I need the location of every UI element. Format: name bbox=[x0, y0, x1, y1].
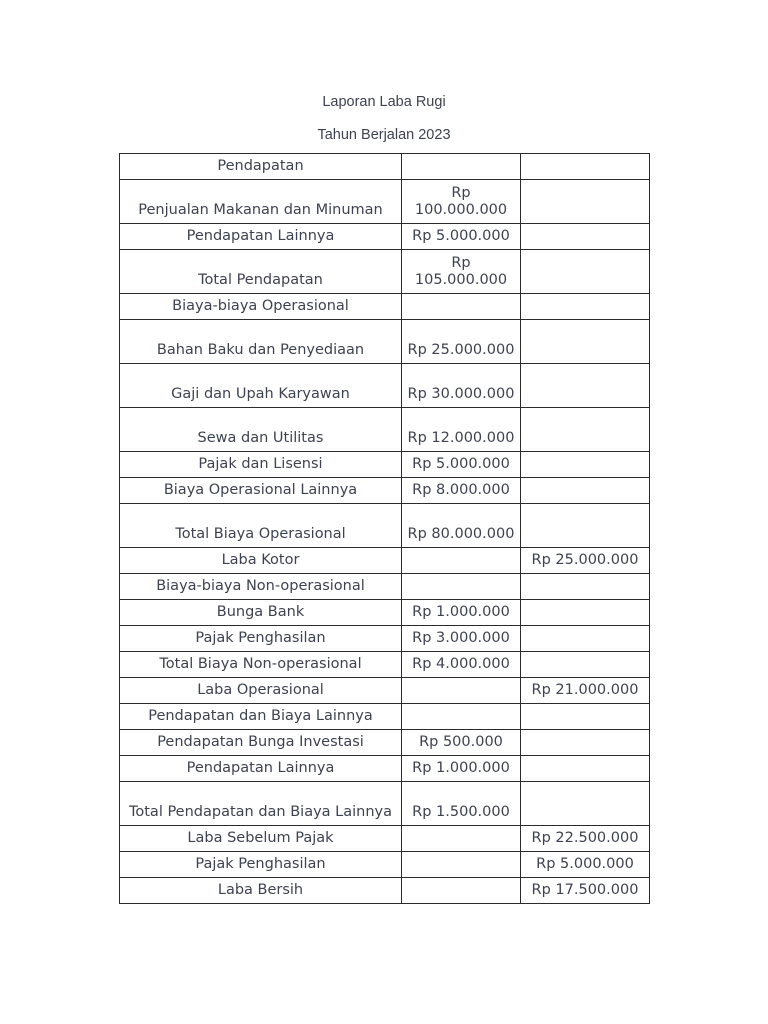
table-row bbox=[120, 320, 650, 364]
row-total-cell bbox=[521, 600, 650, 626]
table-row bbox=[120, 408, 650, 452]
row-amount-cell bbox=[402, 678, 521, 704]
row-amount-cell bbox=[402, 294, 521, 320]
row-amount-cell: Rp 5.000.000 bbox=[402, 452, 521, 478]
row-label-cell: Pajak Penghasilan bbox=[120, 626, 402, 652]
row-label-cell: Total Pendapatan dan Biaya Lainnya bbox=[120, 782, 402, 826]
row-label-cell: Biaya Operasional Lainnya bbox=[120, 478, 402, 504]
row-amount-cell: Rp 80.000.000 bbox=[402, 504, 521, 548]
row-total-cell: Rp 21.000.000 bbox=[521, 678, 650, 704]
report-subtitle: Tahun Berjalan 2023 bbox=[317, 127, 451, 143]
table-row bbox=[120, 154, 650, 180]
row-label-cell: Pendapatan dan Biaya Lainnya bbox=[120, 704, 402, 730]
row-total-cell bbox=[521, 574, 650, 600]
table-row bbox=[120, 626, 650, 652]
row-total-cell bbox=[521, 408, 650, 452]
row-amount-cell bbox=[402, 154, 521, 180]
row-label-cell: Pajak Penghasilan bbox=[120, 852, 402, 878]
table-row bbox=[120, 826, 650, 852]
row-amount-cell bbox=[402, 548, 521, 574]
row-label-cell: Pendapatan Lainnya bbox=[120, 224, 402, 250]
row-label-cell: Total Pendapatan bbox=[120, 250, 402, 294]
row-label-cell: Gaji dan Upah Karyawan bbox=[120, 364, 402, 408]
row-amount-cell: Rp 1.000.000 bbox=[402, 600, 521, 626]
table-row bbox=[120, 224, 650, 250]
income-statement-table bbox=[119, 153, 650, 904]
row-amount-cell: Rp 25.000.000 bbox=[402, 320, 521, 364]
row-total-cell bbox=[521, 478, 650, 504]
table-row bbox=[120, 504, 650, 548]
row-total-cell: Rp 22.500.000 bbox=[521, 826, 650, 852]
row-amount-cell: Rp 105.000.000 bbox=[402, 250, 521, 294]
table-row bbox=[120, 294, 650, 320]
row-total-cell bbox=[521, 224, 650, 250]
row-label-cell: Biaya-biaya Operasional bbox=[120, 294, 402, 320]
row-total-cell bbox=[521, 730, 650, 756]
table-row bbox=[120, 180, 650, 224]
row-amount-cell bbox=[402, 704, 521, 730]
row-amount-cell: Rp 1.500.000 bbox=[402, 782, 521, 826]
row-amount-cell bbox=[402, 852, 521, 878]
row-amount-cell: Rp 1.000.000 bbox=[402, 756, 521, 782]
row-total-cell bbox=[521, 504, 650, 548]
row-amount-cell bbox=[402, 826, 521, 852]
row-total-cell: Rp 5.000.000 bbox=[521, 852, 650, 878]
table-row bbox=[120, 600, 650, 626]
table-row bbox=[120, 652, 650, 678]
row-label-cell: Total Biaya Operasional bbox=[120, 504, 402, 548]
row-label-cell: Laba Bersih bbox=[120, 878, 402, 904]
row-total-cell bbox=[521, 704, 650, 730]
row-amount-cell: Rp 3.000.000 bbox=[402, 626, 521, 652]
row-total-cell bbox=[521, 154, 650, 180]
table-row bbox=[120, 878, 650, 904]
row-total-cell bbox=[521, 180, 650, 224]
row-label-cell: Biaya-biaya Non-operasional bbox=[120, 574, 402, 600]
row-total-cell bbox=[521, 756, 650, 782]
row-amount-cell: Rp 100.000.000 bbox=[402, 180, 521, 224]
row-label-cell: Pendapatan bbox=[120, 154, 402, 180]
row-total-cell bbox=[521, 626, 650, 652]
table-row bbox=[120, 756, 650, 782]
row-label-cell: Pajak dan Lisensi bbox=[120, 452, 402, 478]
table-row bbox=[120, 548, 650, 574]
row-total-cell bbox=[521, 320, 650, 364]
row-total-cell bbox=[521, 294, 650, 320]
table-row bbox=[120, 364, 650, 408]
row-total-cell bbox=[521, 364, 650, 408]
row-total-cell bbox=[521, 652, 650, 678]
row-total-cell bbox=[521, 452, 650, 478]
row-amount-cell bbox=[402, 878, 521, 904]
income-statement-body bbox=[120, 154, 650, 904]
row-label-cell: Laba Kotor bbox=[120, 548, 402, 574]
row-label-cell: Pendapatan Lainnya bbox=[120, 756, 402, 782]
table-row bbox=[120, 852, 650, 878]
table-row bbox=[120, 678, 650, 704]
table-row bbox=[120, 478, 650, 504]
row-total-cell bbox=[521, 782, 650, 826]
row-total-cell: Rp 17.500.000 bbox=[521, 878, 650, 904]
row-amount-cell: Rp 500.000 bbox=[402, 730, 521, 756]
row-amount-cell: Rp 30.000.000 bbox=[402, 364, 521, 408]
table-row bbox=[120, 730, 650, 756]
row-label-cell: Laba Operasional bbox=[120, 678, 402, 704]
table-row bbox=[120, 250, 650, 294]
row-amount-cell: Rp 5.000.000 bbox=[402, 224, 521, 250]
row-amount-cell bbox=[402, 574, 521, 600]
row-label-cell: Total Biaya Non-operasional bbox=[120, 652, 402, 678]
row-amount-cell: Rp 8.000.000 bbox=[402, 478, 521, 504]
table-row bbox=[120, 704, 650, 730]
row-total-cell: Rp 25.000.000 bbox=[521, 548, 650, 574]
table-row bbox=[120, 452, 650, 478]
report-title: Laporan Laba Rugi bbox=[322, 94, 446, 110]
row-label-cell: Sewa dan Utilitas bbox=[120, 408, 402, 452]
row-label-cell: Pendapatan Bunga Investasi bbox=[120, 730, 402, 756]
row-label-cell: Penjualan Makanan dan Minuman bbox=[120, 180, 402, 224]
row-amount-cell: Rp 4.000.000 bbox=[402, 652, 521, 678]
row-label-cell: Bunga Bank bbox=[120, 600, 402, 626]
table-row bbox=[120, 574, 650, 600]
row-label-cell: Bahan Baku dan Penyediaan bbox=[120, 320, 402, 364]
table-row bbox=[120, 782, 650, 826]
row-total-cell bbox=[521, 250, 650, 294]
row-label-cell: Laba Sebelum Pajak bbox=[120, 826, 402, 852]
row-amount-cell: Rp 12.000.000 bbox=[402, 408, 521, 452]
